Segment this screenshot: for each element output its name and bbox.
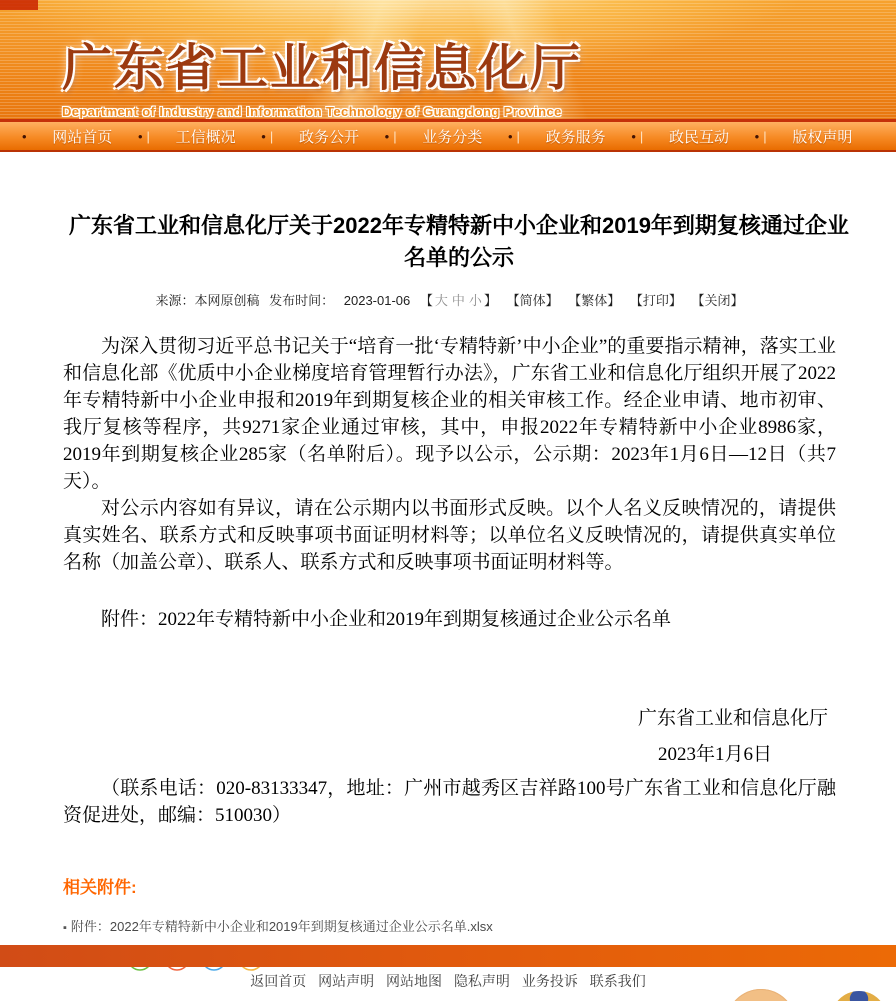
footer-link-complaints[interactable]: 业务投诉 <box>521 973 578 989</box>
publish-time-label: 发布时间： <box>269 293 335 308</box>
banner-titles <box>62 28 582 119</box>
nav-item-overview[interactable]: 工信概况 <box>175 128 236 146</box>
attachment-download-link[interactable]: 附件：2022年专精特新中小企业和2019年到期复核通过企业公示名单.xlsx <box>70 919 493 934</box>
footer-link-home[interactable]: 返回首页 <box>250 973 307 989</box>
footer-link-privacy[interactable]: 隐私声明 <box>453 973 510 989</box>
bracket-close: 】 <box>483 293 497 308</box>
signature-organization: 广东省工业和信息化厅 <box>637 708 828 729</box>
nav-separator-dot: • <box>22 128 27 144</box>
article-title: 广东省工业和信息化厅关于2022年专精特新中小企业和2019年到期复核通过企业名单的公示 <box>69 213 849 270</box>
banner-corner-mark <box>0 0 38 10</box>
footer-bar <box>0 945 896 967</box>
publish-date: 2023-01-06 <box>343 293 411 308</box>
footer-link-sitemap[interactable]: 网站地图 <box>386 973 443 989</box>
site-subtitle: Department of Industry and Information Technology of Guangdong Province <box>62 104 562 119</box>
print-button[interactable]: 【打印】 <box>629 293 682 308</box>
nav-separator-pipe: | <box>763 128 767 144</box>
nav-separator-dot: • <box>137 128 143 144</box>
related-attachments-heading: 相关附件: <box>63 878 137 897</box>
site-banner <box>0 0 896 119</box>
article-source: 来源：本网原创稿 <box>155 293 260 308</box>
signature-date: 2023年1月6日 <box>657 744 772 765</box>
contact-info: （联系电话：020-83133347，地址：广州市越秀区吉祥路100号广东省工业和信息化厅融资促进处，邮编：510030） <box>63 778 836 826</box>
nav-separator-dot: • <box>631 128 636 144</box>
nav-item-business[interactable]: 业务分类 <box>422 128 483 146</box>
related-attachment-item <box>63 916 836 935</box>
close-button[interactable]: 【关闭】 <box>691 293 744 308</box>
article-content <box>0 152 896 971</box>
footer-links <box>0 971 896 991</box>
nav-item-copyright[interactable]: 版权声明 <box>792 128 853 146</box>
nav-item-interaction[interactable]: 政民互动 <box>668 128 729 146</box>
nav-separator-pipe: | <box>516 128 520 144</box>
font-size-large-button[interactable]: 大 <box>434 293 448 308</box>
nav-item-services[interactable]: 政务服务 <box>545 128 606 146</box>
nav-separator-dot: • <box>754 128 760 144</box>
font-size-small-button[interactable]: 小 <box>468 293 482 308</box>
nav-item-gov-affairs[interactable]: 政务公开 <box>298 128 359 146</box>
nav-separator-dot: • <box>507 128 513 144</box>
paragraph: 为深入贯彻习近平总书记关于“培育一批‘专精特新’中小企业”的重要指示精神，落实工业和信息化部《优质中小企业梯度培育管理暂行办法》，广东省工业和信息化厅组织开展了2022年专精特新中小企业申报和2019年到期复核企业的相关审核工作。经企业申请、地市初审、我厅复核等程序，共9271家企业通过审核，其中，申报2022年专精特新中小企业8986家，2019年到期复核企业285家（名单附后）。现予以公示，公示期：2023年1月6日—12日（共7天）。 <box>63 336 836 492</box>
traditional-chinese-button[interactable]: 【繁体】 <box>568 293 621 308</box>
bracket-open: 【 <box>419 293 433 308</box>
nav-separator-pipe: | <box>269 128 274 144</box>
nav-item-home[interactable]: 网站首页 <box>52 128 113 146</box>
emblem-badge-right <box>831 991 887 1001</box>
footer-link-statement[interactable]: 网站声明 <box>318 973 375 989</box>
nav-separator-dot: • <box>384 128 390 144</box>
nav-separator-dot: • <box>261 128 266 144</box>
list-bullet: ▪ <box>63 922 67 934</box>
font-size-control <box>420 293 497 308</box>
paragraph: 对公示内容如有异议，请在公示期内以书面形式反映。以个人名义反映情况的，请提供真实姓名、联系方式和反映事项书面证明材料等；以单位名义反映情况的，请提供真实单位名称（加盖公章）、联系人、联系方式和反映事项书面证明材料等。 <box>63 498 836 573</box>
nav-separator-pipe: | <box>639 128 644 144</box>
nav-separator-pipe: | <box>393 128 397 144</box>
site-title: 广东省工业和信息化厅 <box>62 40 582 96</box>
simplified-chinese-button[interactable]: 【简体】 <box>506 293 559 308</box>
article-meta <box>63 290 836 309</box>
font-size-medium-button[interactable]: 中 <box>451 293 465 308</box>
footer-link-contact[interactable]: 联系我们 <box>589 973 646 989</box>
nav-separator-pipe: | <box>146 128 150 144</box>
attachment-reference: 附件：2022年专精特新中小企业和2019年到期复核通过企业公示名单 <box>101 609 672 630</box>
main-nav <box>0 119 896 152</box>
